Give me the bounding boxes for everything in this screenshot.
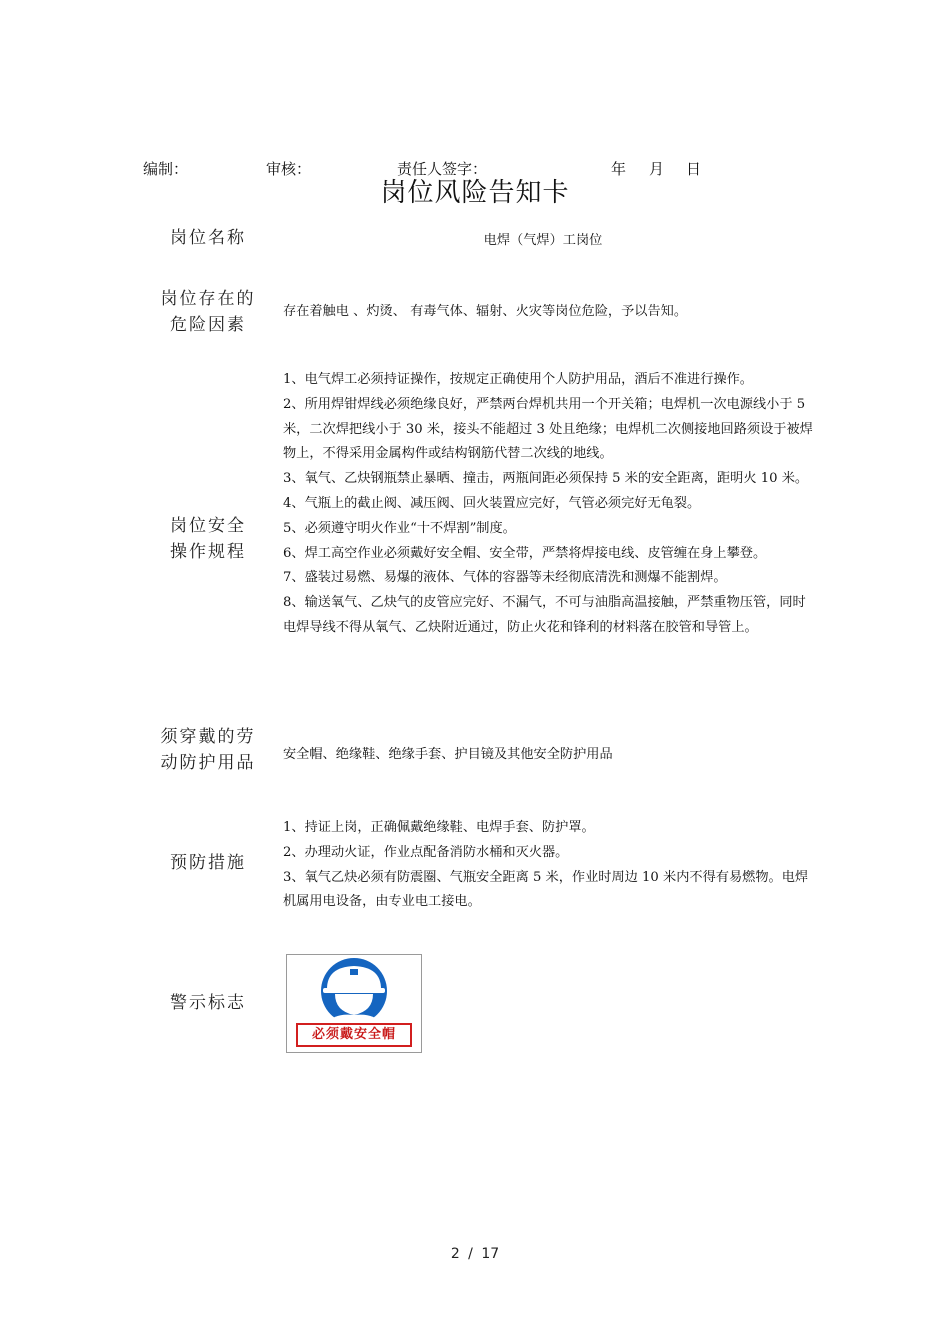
day-label: 日 (686, 160, 702, 178)
page-title: 岗位风险告知卡 (380, 178, 570, 208)
list-item: 5、必须遵守明火作业“十不焊割”制度。 (283, 520, 516, 536)
month-label: 月 (649, 160, 665, 178)
compiled-by-label: 编制： (143, 160, 189, 178)
list-item: 6、焊工高空作业必须戴好安全帽、安全带，严禁将焊接电线、皮管缠在身上攀登。 (283, 545, 767, 561)
ppe-value: 安全帽、绝缘鞋、绝缘手套、护目镜及其他安全防护用品 (283, 747, 613, 762)
list-item: 3、氧气、乙炔钢瓶禁止暴晒、撞击，两瓶间距必须保持 5 米的安全距离，距明火 10 米。 (283, 471, 809, 487)
warning-sign-label: 警示标志 (170, 993, 246, 1013)
list-item: 1、持证上岗，正确佩戴绝缘鞋、电焊手套、防护罩。 (283, 820, 595, 835)
ppe-label: 须穿戴的劳 动防护用品 (160, 727, 256, 773)
list-item: 1、电气焊工必须持证操作，按规定正确使用个人防护用品，酒后不准进行操作。 (283, 372, 753, 387)
page-number: 2 / 17 (450, 1246, 500, 1262)
safety-rules-list (283, 368, 813, 641)
reviewed-by-label: 审核： (266, 160, 312, 178)
list-item: 4、气瓶上的截止阀、减压阀、回火装置应完好，气管必须完好无龟裂。 (283, 495, 701, 511)
hazards-value: 存在着触电 、灼烫、 有毒气体、辐射、火灾等岗位危险，予以告知。 (283, 304, 688, 319)
warning-sign-text: 必须戴安全帽 (296, 1023, 412, 1047)
post-name-value: 电焊（气焊）工岗位 (483, 233, 603, 248)
prevention-label: 预防措施 (170, 853, 246, 873)
hazards-label: 岗位存在的 危险因素 (160, 289, 256, 335)
year-label: 年 (611, 160, 627, 178)
post-name-label: 岗位名称 (170, 228, 246, 248)
warning-sign-image (286, 954, 422, 1053)
list-item: 7、盛装过易燃、易爆的液体、气体的容器等未经彻底清洗和测爆不能割焊。 (283, 570, 727, 586)
list-item: 2、所用焊钳焊线必须绝缘良好，严禁两台焊机共用一个开关箱；电焊机一次电源线小于 5 米，二次焊把线小于 30 米，接头不能超过 3 处且绝缘；电焊机二次侧接地回路须设于被焊物上，不得采用金属构件或结构钢筋代替二次线的地线。 (283, 396, 813, 462)
responsible-sign-label: 责任人签字： (397, 160, 488, 178)
safety-rules-label: 岗位安全 操作规程 (170, 516, 246, 562)
list-item: 2、办理动火证，作业点配备消防水桶和灭火器。 (283, 844, 569, 860)
list-item: 8、输送氧气、乙炔气的皮管应完好、不漏气，不可与油脂高温接触，严禁重物压管，同时电焊导线不得从氧气、乙炔附近通过，防止火花和锋利的材料落在胶管和导管上。 (283, 595, 806, 635)
list-item: 3、氧气乙炔必须有防震圈、气瓶安全距离 5 米，作业时周边 10 米内不得有易燃物。电焊机属用电设备，由专业电工接电。 (283, 869, 809, 910)
prevention-list (283, 816, 813, 915)
